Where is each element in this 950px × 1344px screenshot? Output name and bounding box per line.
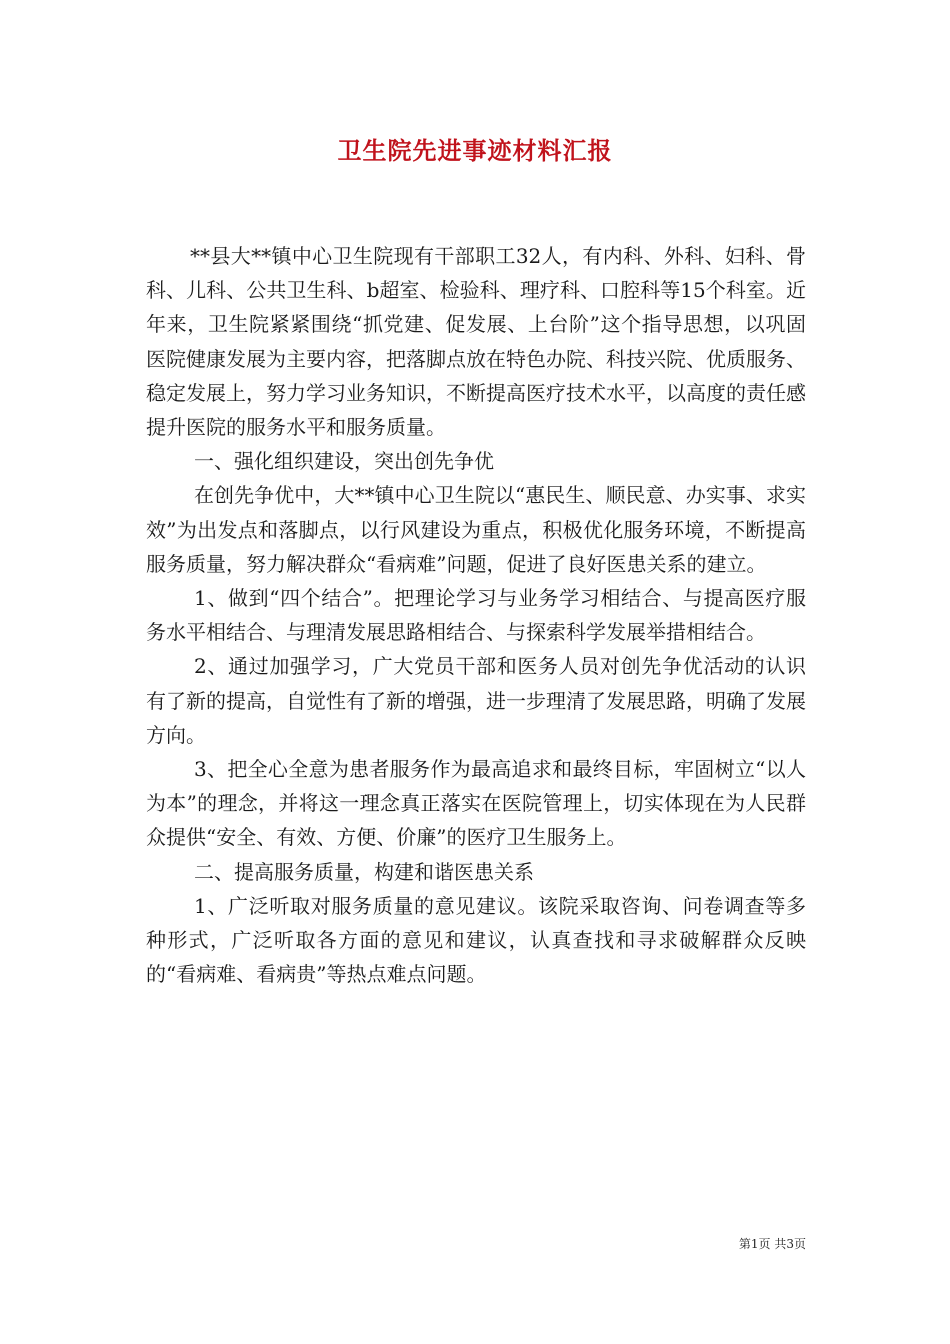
document-body <box>146 239 806 991</box>
section-heading-1: 一、强化组织建设，突出创先争优 <box>194 449 494 474</box>
page-number-footer: 第1页 共3页 <box>738 1237 806 1251</box>
paragraph-section-2-point-1: 1、广泛听取对服务质量的意见建议。该院采取咨询、问卷调查等多种形式，广泛听取各方面的意见和建议，认真查找和寻求破解群众反映的“看病难、看病贵”等热点难点问题。 <box>146 893 806 987</box>
section-heading-2: 二、提高服务质量，构建和谐医患关系 <box>194 859 534 884</box>
document-title: 卫生院先进事迹材料汇报 <box>337 136 613 165</box>
paragraph-intro: **县大**镇中心卫生院现有干部职工32人，有内科、外科、妇科、骨科、儿科、公共卫生科、b超室、检验科、理疗科、口腔科等15个科室。近年来，卫生院紧紧围绕“抓党建、促发展、上台阶”这个指导思想，以巩固医院健康发展为主要内容，把落脚点放在特色办院、科技兴院、优质服务、稳定发展上，努力学习业务知识，不断提高医疗技术水平，以高度的责任感提升医院的服务水平和服务质量。 <box>146 244 806 440</box>
paragraph-point-1: 1、做到“四个结合”。把理论学习与业务学习相结合、与提高医疗服务水平相结合、与理清发展思路相结合、与探索科学发展举措相结合。 <box>146 586 806 645</box>
paragraph-point-3: 3、把全心全意为患者服务作为最高追求和最终目标，牢固树立“以人为本”的理念，并将这一理念真正落实在医院管理上，切实体现在为人民群众提供“安全、有效、方便、价廉”的医疗卫生服务上。 <box>146 757 806 850</box>
paragraph-section-1-intro: 在创先争优中，大**镇中心卫生院以“惠民生、顺民意、办实事、求实效”为出发点和落脚点，以行风建设为重点，积极优化服务环境，不断提高服务质量，努力解决群众“看病难”问题，促进了良好医患关系的建立。 <box>146 483 806 576</box>
paragraph-point-2: 2、通过加强学习，广大党员干部和医务人员对创先争优活动的认识有了新的提高，自觉性有了新的增强，进一步理清了发展思路，明确了发展方向。 <box>146 654 806 747</box>
